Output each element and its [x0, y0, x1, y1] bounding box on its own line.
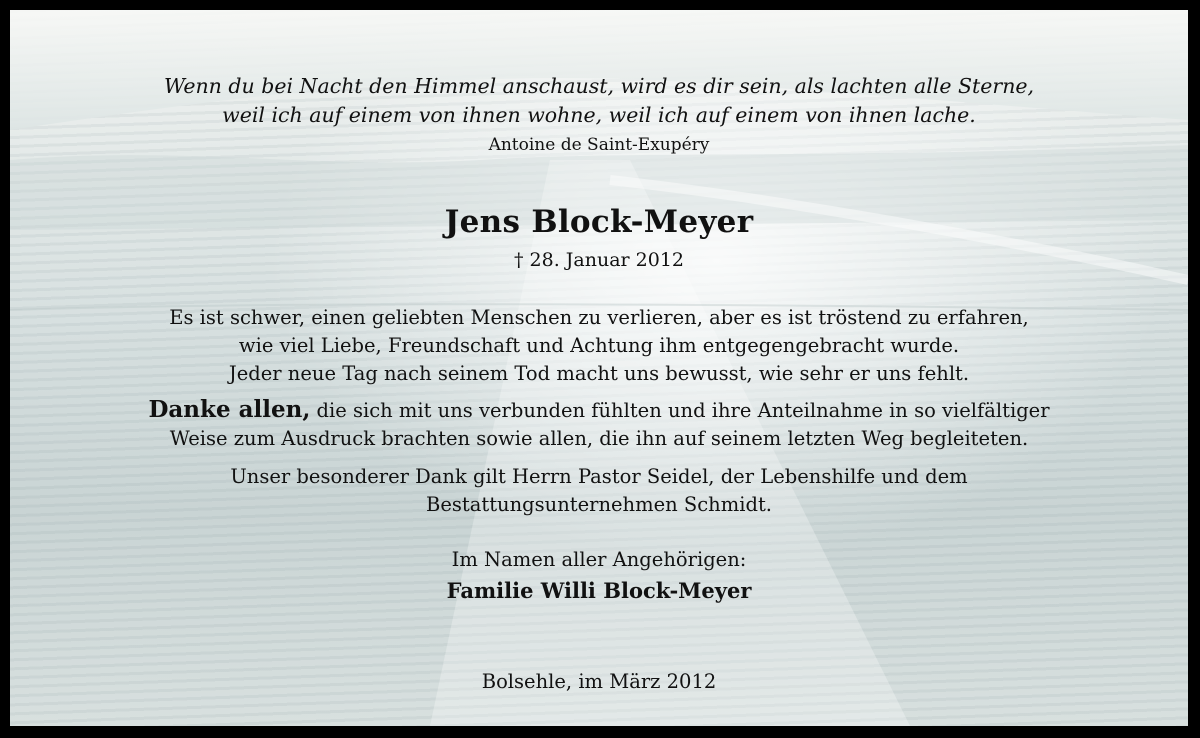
paragraph-1-line-2: wie viel Liebe, Freundschaft und Achtung ihm entgegengebracht wurde. [238, 334, 960, 357]
deceased-name: Jens Block-Meyer [444, 204, 754, 240]
motto-quote [10, 72, 1188, 130]
thanks-line-1-rest: die sich mit uns verbunden fühlten und ihre Anteilnahme in so vielfältiger [310, 399, 1050, 422]
motto-line-1: Wenn du bei Nacht den Himmel anschaust, wird es dir sein, als lachten alle Sterne, [163, 74, 1035, 98]
paragraph-special-thanks [10, 463, 1188, 519]
special-thanks-line-1: Unser besonderer Dank gilt Herrn Pastor Seidel, der Lebenshilfe und dem [230, 465, 968, 488]
paragraph-1-line-1: Es ist schwer, einen geliebten Menschen zu verlieren, aber es ist tröstend zu erfahren, [169, 306, 1029, 329]
signature-family: Familie Willi Block-Meyer [446, 578, 752, 603]
thanks-heading: Danke allen, [148, 396, 311, 423]
thanks-line-2: Weise zum Ausdruck brachten sowie allen, die ihn auf seinem letzten Weg begleiteten. [169, 427, 1029, 450]
special-thanks-line-2: Bestattungsunternehmen Schmidt. [426, 493, 772, 516]
place-and-date: Bolsehle, im März 2012 [481, 670, 717, 693]
motto-line-2: weil ich auf einem von ihnen wohne, weil ich auf einem von ihnen lache. [222, 103, 976, 127]
death-date: † 28. Januar 2012 [513, 249, 685, 271]
signature-intro: Im Namen aller Angehörigen: [451, 548, 747, 571]
paragraph-thanks [10, 396, 1188, 453]
quote-author: Antoine de Saint-Exupéry [488, 135, 710, 155]
paragraph-1-line-3: Jeder neue Tag nach seinem Tod macht uns bewusst, wie sehr er uns fehlt. [228, 362, 970, 385]
paragraph-1 [10, 304, 1188, 388]
